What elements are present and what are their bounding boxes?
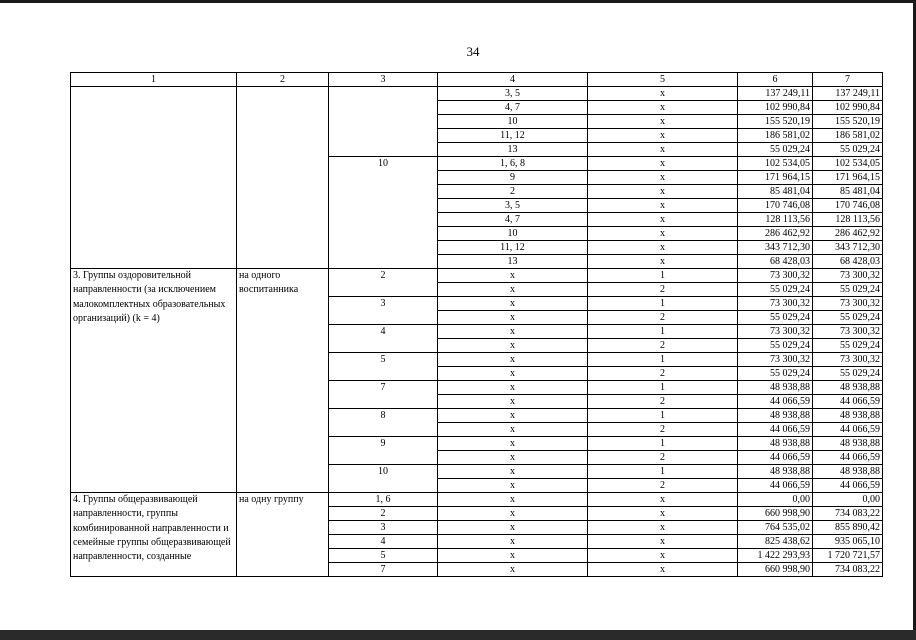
- col3-cell: 2: [329, 269, 438, 297]
- table-row: [71, 87, 883, 101]
- col7-cell: 186 581,02: [813, 129, 883, 143]
- col6-cell: 48 938,88: [738, 465, 813, 479]
- col4-cell: x: [438, 507, 588, 521]
- col6-cell: 44 066,59: [738, 395, 813, 409]
- col7-cell: 55 029,24: [813, 367, 883, 381]
- col4-cell: 3, 5: [438, 87, 588, 101]
- table-row: [71, 269, 883, 283]
- col6-cell: 55 029,24: [738, 283, 813, 297]
- header-cell: 1: [71, 73, 237, 87]
- group-3-name: 3. Группы оздоровительной направленности (за исключением малокомплектных образовательных организаций) (k = 4): [71, 269, 237, 493]
- col5-cell: x: [588, 171, 738, 185]
- col5-cell: 1: [588, 381, 738, 395]
- col7-cell: 935 065,10: [813, 535, 883, 549]
- col7-cell: 73 300,32: [813, 297, 883, 311]
- col7-cell: 137 249,11: [813, 87, 883, 101]
- col6-cell: 102 534,05: [738, 157, 813, 171]
- col3-cell: 7: [329, 563, 438, 577]
- col7-cell: 48 938,88: [813, 465, 883, 479]
- col4-cell: x: [438, 535, 588, 549]
- col7-cell: 55 029,24: [813, 339, 883, 353]
- col5-cell: x: [588, 227, 738, 241]
- col4-cell: x: [438, 465, 588, 479]
- col6-cell: 102 990,84: [738, 101, 813, 115]
- col5-cell: x: [588, 199, 738, 213]
- col6-cell: 137 249,11: [738, 87, 813, 101]
- col7-cell: 170 746,08: [813, 199, 883, 213]
- col6-cell: 764 535,02: [738, 521, 813, 535]
- group-4-name: 4. Группы общеразвивающей направленности, группы комбинированной направленности и семейные группы общеразвивающей направленности, созданные: [71, 493, 237, 577]
- col6-cell: 55 029,24: [738, 143, 813, 157]
- col5-cell: 2: [588, 479, 738, 493]
- col3-cell: 1, 6: [329, 493, 438, 507]
- col4-cell: 4, 7: [438, 101, 588, 115]
- col5-cell: 2: [588, 423, 738, 437]
- col5-cell: 2: [588, 311, 738, 325]
- col6-cell: 286 462,92: [738, 227, 813, 241]
- col7-cell: 102 534,05: [813, 157, 883, 171]
- col4-cell: x: [438, 437, 588, 451]
- col4-cell: x: [438, 451, 588, 465]
- col6-cell: 48 938,88: [738, 381, 813, 395]
- col6-cell: 55 029,24: [738, 367, 813, 381]
- col6-cell: 155 520,19: [738, 115, 813, 129]
- col7-cell: 44 066,59: [813, 451, 883, 465]
- col5-cell: x: [588, 115, 738, 129]
- col3-cell: 10: [329, 465, 438, 493]
- col4-cell: 11, 12: [438, 129, 588, 143]
- col6-cell: 170 746,08: [738, 199, 813, 213]
- group-3-unit: на одного воспитанника: [237, 269, 329, 493]
- col4-cell: 1, 6, 8: [438, 157, 588, 171]
- col4-cell: x: [438, 479, 588, 493]
- col4-cell: x: [438, 325, 588, 339]
- col5-cell: x: [588, 157, 738, 171]
- col4-cell: 11, 12: [438, 241, 588, 255]
- col3-cell: 3: [329, 521, 438, 535]
- col6-cell: 48 938,88: [738, 409, 813, 423]
- col5-cell: x: [588, 493, 738, 507]
- header-cell: 4: [438, 73, 588, 87]
- col5-cell: 2: [588, 339, 738, 353]
- col7-cell: 102 990,84: [813, 101, 883, 115]
- col6-cell: 44 066,59: [738, 479, 813, 493]
- col4-cell: 2: [438, 185, 588, 199]
- col4-cell: x: [438, 283, 588, 297]
- col5-cell: x: [588, 255, 738, 269]
- col7-cell: 734 083,22: [813, 507, 883, 521]
- col4-cell: 10: [438, 227, 588, 241]
- col5-cell: 1: [588, 437, 738, 451]
- col4-cell: 4, 7: [438, 213, 588, 227]
- col4-cell: 13: [438, 255, 588, 269]
- col7-cell: 734 083,22: [813, 563, 883, 577]
- table-row: [71, 493, 883, 507]
- col6-cell: 660 998,90: [738, 563, 813, 577]
- col3-cell: 5: [329, 549, 438, 563]
- col5-cell: x: [588, 521, 738, 535]
- group-4-unit: на одну группу: [237, 493, 329, 577]
- col6-cell: 171 964,15: [738, 171, 813, 185]
- col7-cell: 48 938,88: [813, 381, 883, 395]
- col4-cell: x: [438, 409, 588, 423]
- col6-cell: 55 029,24: [738, 339, 813, 353]
- col4-cell: 9: [438, 171, 588, 185]
- col3-cell: 8: [329, 409, 438, 437]
- col7-cell: 55 029,24: [813, 143, 883, 157]
- col7-cell: 73 300,32: [813, 325, 883, 339]
- col5-cell: x: [588, 87, 738, 101]
- col3-cell: 7: [329, 381, 438, 409]
- col5-cell: 1: [588, 269, 738, 283]
- col7-cell: 155 520,19: [813, 115, 883, 129]
- col5-cell: 1: [588, 325, 738, 339]
- col3-cell: 9: [329, 437, 438, 465]
- page-number: 34: [466, 44, 480, 59]
- col7-cell: 55 029,24: [813, 283, 883, 297]
- col6-cell: 825 438,62: [738, 535, 813, 549]
- col5-cell: 1: [588, 409, 738, 423]
- col5-cell: x: [588, 129, 738, 143]
- col3-cell: [329, 87, 438, 157]
- header-cell: 6: [738, 73, 813, 87]
- header-cell: 5: [588, 73, 738, 87]
- col7-cell: 73 300,32: [813, 269, 883, 283]
- col6-cell: 55 029,24: [738, 311, 813, 325]
- col4-cell: x: [438, 311, 588, 325]
- col4-cell: x: [438, 381, 588, 395]
- col4-cell: x: [438, 353, 588, 367]
- col3-cell: 4: [329, 325, 438, 353]
- col4-cell: x: [438, 339, 588, 353]
- header-row: [71, 73, 883, 87]
- col7-cell: 48 938,88: [813, 437, 883, 451]
- col7-cell: 343 712,30: [813, 241, 883, 255]
- header-cell: 2: [237, 73, 329, 87]
- col4-cell: x: [438, 367, 588, 381]
- col5-cell: 2: [588, 451, 738, 465]
- col6-cell: 186 581,02: [738, 129, 813, 143]
- col7-cell: 73 300,32: [813, 353, 883, 367]
- c1-cont-cell: [71, 87, 237, 269]
- col3-cell: 5: [329, 353, 438, 381]
- col5-cell: x: [588, 213, 738, 227]
- col6-cell: 73 300,32: [738, 297, 813, 311]
- col4-cell: x: [438, 521, 588, 535]
- col6-cell: 44 066,59: [738, 423, 813, 437]
- col6-cell: 128 113,56: [738, 213, 813, 227]
- col7-cell: 128 113,56: [813, 213, 883, 227]
- scan-bottom-band: [0, 630, 916, 640]
- col4-cell: x: [438, 423, 588, 437]
- col3-cell: 2: [329, 507, 438, 521]
- scan-top-border: [0, 0, 916, 3]
- col4-cell: 10: [438, 115, 588, 129]
- col5-cell: x: [588, 549, 738, 563]
- col7-cell: 55 029,24: [813, 311, 883, 325]
- col7-cell: 1 720 721,57: [813, 549, 883, 563]
- col6-cell: 73 300,32: [738, 353, 813, 367]
- col4-cell: x: [438, 297, 588, 311]
- col6-cell: 1 422 293,93: [738, 549, 813, 563]
- col4-cell: x: [438, 269, 588, 283]
- col4-cell: 3, 5: [438, 199, 588, 213]
- col3-cell: 3: [329, 297, 438, 325]
- col5-cell: x: [588, 507, 738, 521]
- col6-cell: 44 066,59: [738, 451, 813, 465]
- col5-cell: 2: [588, 395, 738, 409]
- col7-cell: 286 462,92: [813, 227, 883, 241]
- header-cell: 3: [329, 73, 438, 87]
- col4-cell: x: [438, 563, 588, 577]
- col5-cell: 1: [588, 465, 738, 479]
- tariff-table: [70, 72, 883, 577]
- col4-cell: x: [438, 493, 588, 507]
- col3-cell: 10: [329, 157, 438, 269]
- col7-cell: 85 481,04: [813, 185, 883, 199]
- col4-cell: x: [438, 395, 588, 409]
- col6-cell: 73 300,32: [738, 269, 813, 283]
- col6-cell: 48 938,88: [738, 437, 813, 451]
- col6-cell: 0,00: [738, 493, 813, 507]
- col5-cell: x: [588, 143, 738, 157]
- header-cell: 7: [813, 73, 883, 87]
- col6-cell: 343 712,30: [738, 241, 813, 255]
- col7-cell: 48 938,88: [813, 409, 883, 423]
- col5-cell: x: [588, 101, 738, 115]
- col7-cell: 44 066,59: [813, 423, 883, 437]
- col5-cell: 2: [588, 367, 738, 381]
- col4-cell: x: [438, 549, 588, 563]
- col7-cell: 855 890,42: [813, 521, 883, 535]
- col4-cell: 13: [438, 143, 588, 157]
- col5-cell: 2: [588, 283, 738, 297]
- col6-cell: 73 300,32: [738, 325, 813, 339]
- col7-cell: 44 066,59: [813, 479, 883, 493]
- col5-cell: x: [588, 185, 738, 199]
- col6-cell: 68 428,03: [738, 255, 813, 269]
- col7-cell: 171 964,15: [813, 171, 883, 185]
- col7-cell: 0,00: [813, 493, 883, 507]
- c2-cont-cell: [237, 87, 329, 269]
- col5-cell: x: [588, 563, 738, 577]
- col5-cell: 1: [588, 353, 738, 367]
- col3-cell: 4: [329, 535, 438, 549]
- col5-cell: 1: [588, 297, 738, 311]
- col6-cell: 660 998,90: [738, 507, 813, 521]
- col7-cell: 68 428,03: [813, 255, 883, 269]
- col7-cell: 44 066,59: [813, 395, 883, 409]
- col5-cell: x: [588, 241, 738, 255]
- col6-cell: 85 481,04: [738, 185, 813, 199]
- col5-cell: x: [588, 535, 738, 549]
